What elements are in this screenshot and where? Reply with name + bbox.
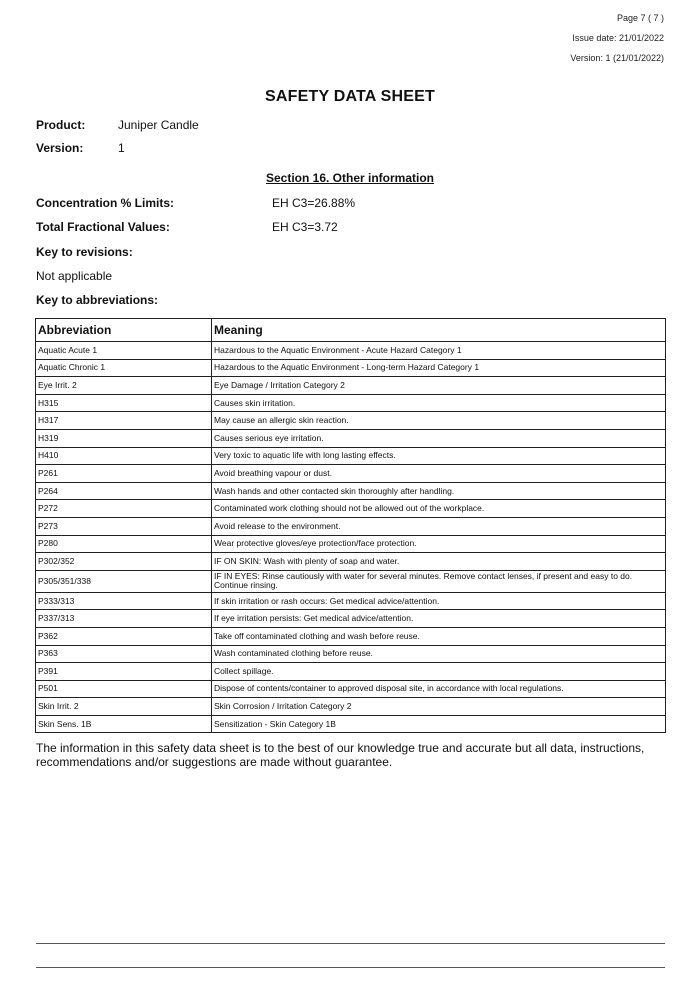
abbreviation-cell: P264 xyxy=(36,482,212,500)
key-abbreviations-label: Key to abbreviations: xyxy=(36,293,159,307)
column-header-abbreviation: Abbreviation xyxy=(36,319,212,342)
meaning-cell: May cause an allergic skin reaction. xyxy=(212,412,666,430)
table-row xyxy=(36,680,666,698)
abbreviation-cell: P362 xyxy=(36,627,212,645)
fractional-label: Total Fractional Values: xyxy=(36,220,170,234)
meaning-cell: Very toxic to aquatic life with long lasting effects. xyxy=(212,447,666,465)
table-row xyxy=(36,412,666,430)
footer-divider-top xyxy=(36,943,665,944)
table-body xyxy=(36,342,666,733)
issue-date: Issue date: 21/01/2022 xyxy=(572,33,664,43)
table-row xyxy=(36,663,666,681)
table-row xyxy=(36,645,666,663)
version-info: Version: 1 (21/01/2022) xyxy=(570,53,664,63)
fractional-row xyxy=(36,220,338,234)
meaning-cell: Skin Corrosion / Irritation Category 2 xyxy=(212,698,666,716)
meaning-cell: Take off contaminated clothing and wash before reuse. xyxy=(212,627,666,645)
table-row xyxy=(36,517,666,535)
abbreviation-cell: Skin Irrit. 2 xyxy=(36,698,212,716)
key-revisions-value: Not applicable xyxy=(36,269,113,283)
table-row xyxy=(36,359,666,377)
meaning-cell: IF ON SKIN: Wash with plenty of soap and water. xyxy=(212,553,666,571)
table-row xyxy=(36,342,666,360)
meaning-cell: Wash hands and other contacted skin thoroughly after handling. xyxy=(212,482,666,500)
table-row xyxy=(36,500,666,518)
table-header-row xyxy=(36,319,666,342)
meaning-cell: Wear protective gloves/eye protection/face protection. xyxy=(212,535,666,553)
abbreviation-cell: P333/313 xyxy=(36,592,212,610)
meaning-cell: Hazardous to the Aquatic Environment - Acute Hazard Category 1 xyxy=(212,342,666,360)
meaning-cell: If skin irritation or rash occurs: Get medical advice/attention. xyxy=(212,592,666,610)
abbreviation-cell: P363 xyxy=(36,645,212,663)
version-label: Version: xyxy=(36,141,84,155)
table-row xyxy=(36,482,666,500)
abbreviation-cell: P272 xyxy=(36,500,212,518)
table-row xyxy=(36,447,666,465)
table-row xyxy=(36,377,666,395)
table-row xyxy=(36,429,666,447)
meaning-cell: Dispose of contents/container to approved disposal site, in accordance with local regulations. xyxy=(212,680,666,698)
document-title: SAFETY DATA SHEET xyxy=(265,88,435,105)
abbreviation-cell: P302/352 xyxy=(36,553,212,571)
meaning-cell: If eye irritation persists: Get medical advice/attention. xyxy=(212,610,666,628)
table-row xyxy=(36,627,666,645)
abbreviation-cell: H317 xyxy=(36,412,212,430)
meaning-cell: Avoid breathing vapour or dust. xyxy=(212,465,666,483)
meaning-cell: Sensitization - Skin Category 1B xyxy=(212,715,666,733)
column-header-meaning: Meaning xyxy=(212,319,666,342)
meaning-cell: IF IN EYES: Rinse cautiously with water for several minutes. Remove contact lenses, if present and easy to do. Continue rinsing. xyxy=(212,570,666,592)
page-number: Page 7 ( 7 ) xyxy=(616,13,664,23)
version-row xyxy=(36,141,125,155)
version-value: 1 xyxy=(118,141,125,155)
product-label: Product: xyxy=(36,118,86,132)
footer-divider-bottom xyxy=(36,967,665,968)
abbreviation-cell: P280 xyxy=(36,535,212,553)
abbreviation-cell: Skin Sens. 1B xyxy=(36,715,212,733)
meaning-cell: Collect spillage. xyxy=(212,663,666,681)
table-row xyxy=(36,535,666,553)
abbreviation-cell: P391 xyxy=(36,663,212,681)
table-row xyxy=(36,610,666,628)
abbreviation-cell: H319 xyxy=(36,429,212,447)
meaning-cell: Avoid release to the environment. xyxy=(212,517,666,535)
concentration-row xyxy=(36,196,355,210)
meaning-cell: Eye Damage / Irritation Category 2 xyxy=(212,377,666,395)
meaning-cell: Causes serious eye irritation. xyxy=(212,429,666,447)
table-row xyxy=(36,394,666,412)
meaning-cell: Wash contaminated clothing before reuse. xyxy=(212,645,666,663)
page-header xyxy=(570,8,664,68)
table-row xyxy=(36,715,666,733)
table-row xyxy=(36,465,666,483)
table-row xyxy=(36,698,666,716)
abbreviation-cell: P273 xyxy=(36,517,212,535)
abbreviation-cell: P261 xyxy=(36,465,212,483)
abbreviation-cell: H315 xyxy=(36,394,212,412)
abbreviation-cell: P305/351/338 xyxy=(36,570,212,592)
abbreviation-cell: P337/313 xyxy=(36,610,212,628)
abbreviations-table xyxy=(35,318,666,733)
concentration-value: EH C3=26.88% xyxy=(272,196,356,210)
abbreviation-cell: P501 xyxy=(36,680,212,698)
key-revisions-label: Key to revisions: xyxy=(36,245,133,259)
product-value: Juniper Candle xyxy=(118,118,199,132)
table-row xyxy=(36,570,666,592)
meaning-cell: Causes skin irritation. xyxy=(212,394,666,412)
abbreviation-cell: Eye Irrit. 2 xyxy=(36,377,212,395)
meaning-cell: Contaminated work clothing should not be allowed out of the workplace. xyxy=(212,500,666,518)
concentration-label: Concentration % Limits: xyxy=(36,196,175,210)
abbreviation-cell: H410 xyxy=(36,447,212,465)
table-row xyxy=(36,592,666,610)
disclaimer-text: The information in this safety data sheet is to the best of our knowledge true and accurate but all data, instructions, recommendations and/or suggestions are made without guarantee. xyxy=(36,741,645,769)
fractional-value: EH C3=3.72 xyxy=(272,220,338,234)
abbreviation-cell: Aquatic Chronic 1 xyxy=(36,359,212,377)
table-row xyxy=(36,553,666,571)
meaning-cell: Hazardous to the Aquatic Environment - Long-term Hazard Category 1 xyxy=(212,359,666,377)
section-title: Section 16. Other information xyxy=(265,171,435,185)
abbreviation-cell: Aquatic Acute 1 xyxy=(36,342,212,360)
product-row xyxy=(36,118,199,132)
